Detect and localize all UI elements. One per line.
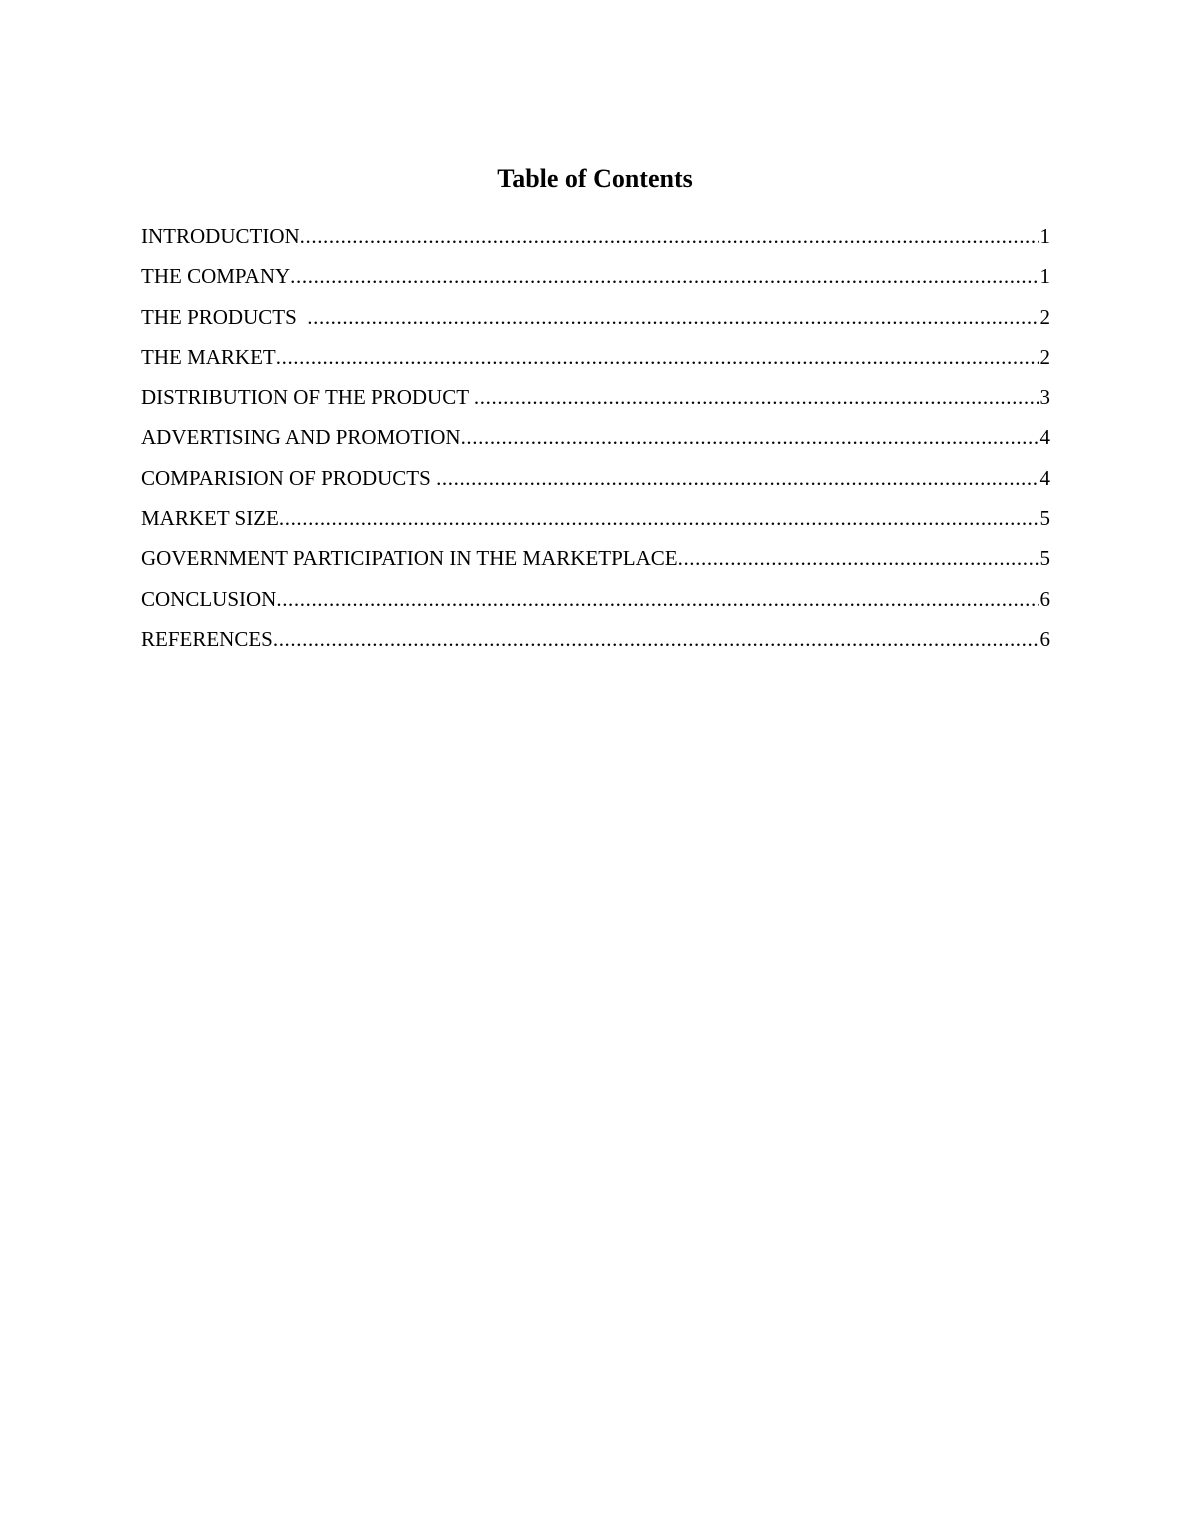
toc-leader-dots (474, 381, 1039, 413)
toc-entry[interactable] (141, 381, 1050, 421)
toc-entry-page: 3 (1039, 385, 1050, 410)
toc-entry[interactable] (141, 462, 1050, 502)
toc-entry-page: 2 (1039, 344, 1050, 369)
toc-entry-label: GOVERNMENT PARTICIPATION IN THE MARKETPLACE (141, 546, 678, 571)
toc-leader-dots (290, 260, 1038, 292)
toc-entry-label: CONCLUSION (141, 586, 277, 611)
toc-entry-page: 1 (1039, 224, 1050, 248)
toc-entry-page: 1 (1039, 264, 1050, 289)
toc-leader-dots (276, 583, 1038, 615)
toc-entry-label: MARKET SIZE (141, 506, 279, 531)
toc-entry-label: DISTRIBUTION OF THE PRODUCT (141, 385, 474, 410)
toc-entry-label: INTRODUCTION (141, 224, 300, 248)
toc-entry[interactable] (141, 220, 1050, 260)
toc-leader-dots (307, 301, 1038, 333)
toc-entry-label: THE PRODUCTS (141, 304, 308, 329)
toc-entry-label: ADVERTISING AND PROMOTION (141, 425, 461, 450)
toc-entry[interactable] (141, 542, 1050, 582)
toc-entry[interactable] (141, 341, 1050, 381)
toc-entry-page: 4 (1039, 425, 1050, 450)
toc-entry-label: THE MARKET (141, 344, 276, 369)
toc-entry[interactable] (141, 421, 1050, 461)
toc-entry-label: THE COMPANY (141, 264, 291, 289)
toc-leader-dots (461, 421, 1039, 453)
toc-entry[interactable] (141, 260, 1050, 300)
toc-entry-page: 5 (1039, 546, 1050, 571)
toc-leader-dots (279, 502, 1039, 534)
toc-leader-dots (436, 462, 1038, 494)
toc-entry-page: 5 (1039, 506, 1050, 531)
toc-entry-page: 6 (1039, 586, 1050, 611)
toc-entry-page: 4 (1039, 465, 1050, 490)
toc-leader-dots (276, 341, 1039, 373)
toc-entry[interactable] (141, 301, 1050, 341)
toc-entry-page: 6 (1039, 626, 1050, 651)
toc-leader-dots (300, 220, 1039, 252)
toc-entry[interactable] (141, 502, 1050, 542)
toc-entry-label: REFERENCES (141, 626, 273, 651)
toc-list (141, 220, 1050, 663)
toc-entry[interactable] (141, 583, 1050, 623)
toc-leader-dots (273, 623, 1039, 655)
toc-entry-page: 2 (1039, 304, 1050, 329)
toc-entry-label: COMPARISION OF PRODUCTS (141, 465, 437, 490)
toc-entry[interactable] (141, 623, 1050, 663)
toc-leader-dots (678, 542, 1039, 574)
toc-title: Table of Contents (497, 164, 693, 193)
